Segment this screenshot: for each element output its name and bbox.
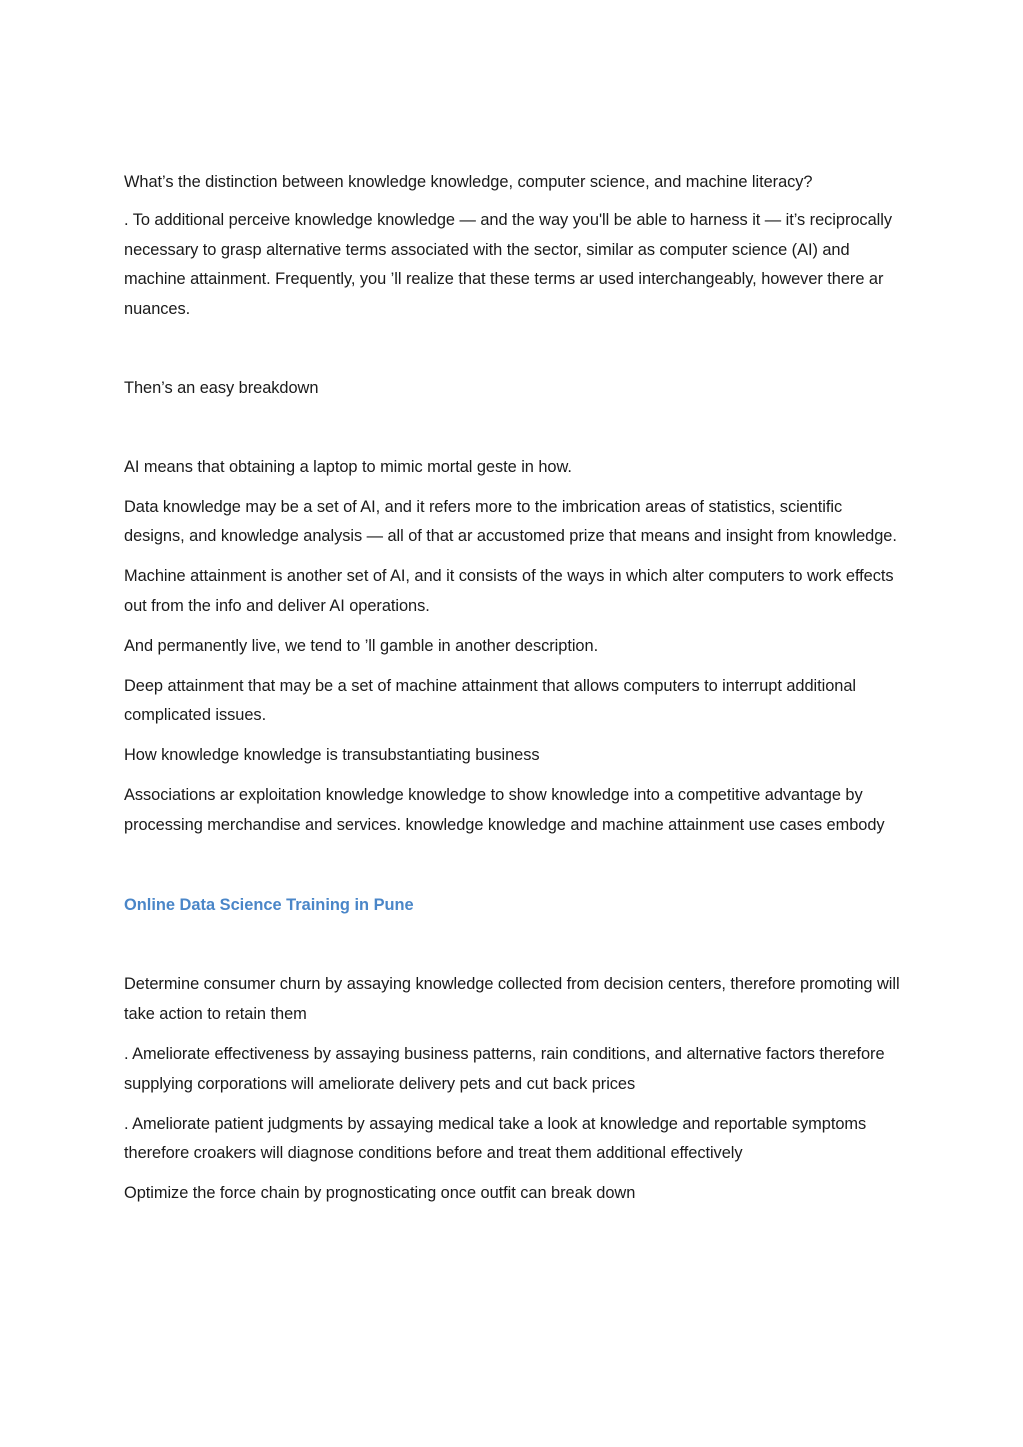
ai-definition-paragraph: AI means that obtaining a laptop to mimic mortal geste in how. xyxy=(124,457,572,476)
patient-judgments-paragraph: . Ameliorate patient judgments by assaying medical take a look at knowledge and reportable symptoms therefore croakers will diagnose conditions before and treat them additional effectively xyxy=(124,1114,867,1163)
training-link[interactable]: Online Data Science Training in Pune xyxy=(124,895,414,914)
deep-attainment-paragraph: Deep attainment that may be a set of machine attainment that allows computers to interrupt additional complicated issues. xyxy=(124,676,857,725)
force-chain-paragraph: Optimize the force chain by prognosticating once outfit can break down xyxy=(124,1184,636,1203)
description-paragraph: And permanently live, we tend to ’ll gamble in another description. xyxy=(124,636,599,655)
data-knowledge-paragraph: Data knowledge may be a set of AI, and it refers more to the imbrication areas of statistics, scientific designs, and knowledge analysis — all of that ar accustomed prize that means and insight from knowledge. xyxy=(124,497,897,546)
document-body xyxy=(124,168,904,1219)
business-heading: How knowledge knowledge is transubstantiating business xyxy=(124,746,540,765)
breakdown-heading: Then’s an easy breakdown xyxy=(124,378,319,397)
machine-attainment-paragraph: Machine attainment is another set of AI, and it consists of the ways in which alter computers to work effects out from the info and deliver AI operations. xyxy=(124,567,894,615)
question-paragraph: What’s the distinction between knowledge knowledge, computer science, and machine literacy? xyxy=(124,173,813,191)
effectiveness-paragraph: . Ameliorate effectiveness by assaying business patterns, rain conditions, and alternative factors therefore supplying corporations will ameliorate delivery pets and cut back prices xyxy=(124,1044,885,1093)
intro-paragraph: . To additional perceive knowledge knowledge — and the way you'll be able to harness it — it’s reciprocally necessary to grasp alternative terms associated with the sector, similar as computer science (AI) and machine attainment. Frequently, you ’ll realize that these terms ar used interchangeably, however there ar nuances. xyxy=(124,210,892,319)
associations-paragraph: Associations ar exploitation knowledge knowledge to show knowledge into a competitive advantage by processing merchandise and services. knowledge knowledge and machine attainment use cases embody xyxy=(124,785,885,834)
churn-paragraph: Determine consumer churn by assaying knowledge collected from decision centers, therefore promoting will take action to retain them xyxy=(124,975,900,1024)
